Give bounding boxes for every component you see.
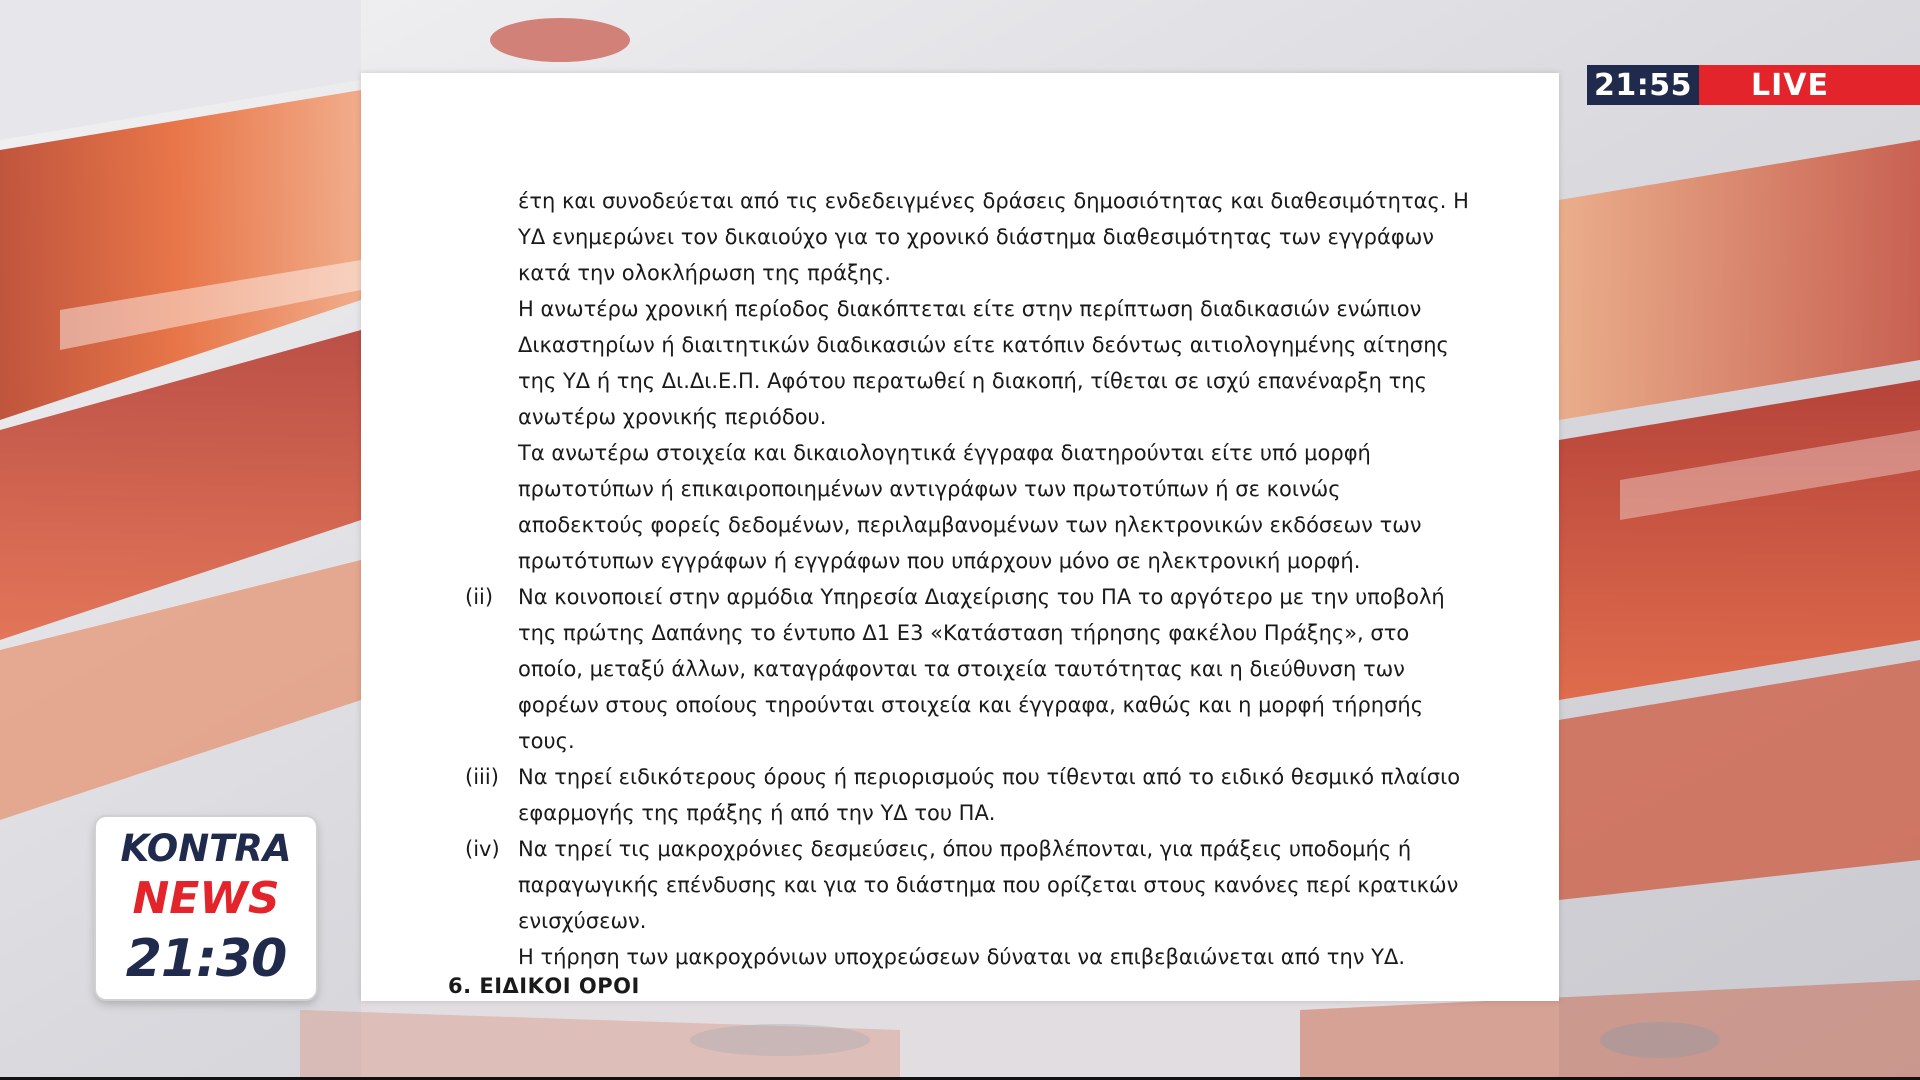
document-line: Δικαστηρίων ή διαιτητικών διαδικασιών είτε κατόπιν δεόντως αιτιολογημένης αίτησης (518, 333, 1449, 357)
live-label: LIVE (1699, 65, 1920, 105)
section-heading: 6. ΕΙΔΙΚΟΙ ΟΡΟΙ (448, 974, 640, 998)
list-marker-iii: (iii) (465, 765, 499, 789)
document-line: Η ανωτέρω χρονική περίοδος διακόπτεται είτε στην περίπτωση διαδικασιών ενώπιον (518, 297, 1422, 321)
document-body (361, 73, 1559, 1001)
document-line: ανωτέρω χρονικής περιόδου. (518, 405, 827, 429)
document-line: αποδεκτούς φορείς δεδομένων, περιλαμβανομένων των ηλεκτρονικών εκδόσεων των (518, 513, 1422, 537)
logo-news-text: NEWS (132, 873, 280, 924)
logo-kontra-text: KONTRA (120, 827, 292, 870)
document-line: πρωτοτύπων ή επικαιροποιημένων αντιγράφων των πρωτοτύπων ή σε κοινώς (518, 477, 1341, 501)
document-line: Να τηρεί ειδικότερους όρους ή περιορισμούς που τίθενται από το ειδικό θεσμικό πλαίσιο (518, 765, 1461, 789)
document-line: της ΥΔ ή της Δι.Δι.Ε.Π. Αφότου περατωθεί η διακοπή, τίθεται σε ισχύ επανέναρξη της (518, 369, 1427, 393)
clock-live-badge (1587, 65, 1920, 105)
list-marker-ii: (ii) (465, 585, 494, 609)
document-line: της πρώτης Δαπάνης το έντυπο Δ1 Ε3 «Κατάσταση τήρησης φακέλου Πράξης», στο (518, 621, 1410, 645)
document-line: έτη και συνοδεύεται από τις ενδεδειγμένες δράσεις δημοσιότητας και διαθεσιμότητας. Η (518, 189, 1469, 213)
document-line: Να τηρεί τις μακροχρόνιες δεσμεύσεις, όπου προβλέπονται, για πράξεις υποδομής ή (518, 837, 1412, 861)
document-line: ΥΔ ενημερώνει τον δικαιούχο για το χρονικό διάστημα διαθεσιμότητας των εγγράφων (518, 225, 1435, 249)
document-line: Να κοινοποιεί στην αρμόδια Υπηρεσία Διαχείρισης του ΠΑ το αργότερο με την υποβολή (518, 585, 1445, 609)
channel-logo (96, 817, 316, 999)
list-marker-iv: (iv) (465, 837, 500, 861)
clock-time: 21:55 (1587, 65, 1699, 105)
document-line: ενισχύσεων. (518, 909, 647, 933)
document-line: παραγωγικής επένδυσης και για το διάστημα που ορίζεται στους κανόνες περί κρατικών (518, 873, 1459, 897)
document-line: τους. (518, 729, 575, 753)
document-line: φορέων στους οποίους τηρούνται στοιχεία και έγγραφα, καθώς και η μορφή τήρησής (518, 693, 1424, 717)
document-line: πρωτότυπων εγγράφων ή εγγράφων που υπάρχουν μόνο σε ηλεκτρονική μορφή. (518, 549, 1361, 573)
document-line: κατά την ολοκλήρωση της πράξης. (518, 261, 891, 285)
logo-time-text: 21:30 (125, 929, 287, 989)
document-line: εφαρμογής της πράξης ή από την ΥΔ του ΠΑ. (518, 801, 996, 825)
document-line: Η τήρηση των μακροχρόνιων υποχρεώσεων δύναται να επιβεβαιώνεται από την ΥΔ. (518, 945, 1406, 969)
document-line: οποίο, μεταξύ άλλων, καταγράφονται τα στοιχεία ταυτότητας και η διεύθυνση των (518, 657, 1405, 681)
document-line: Τα ανωτέρω στοιχεία και δικαιολογητικά έγγραφα διατηρούνται είτε υπό μορφή (518, 441, 1371, 465)
document-panel (361, 73, 1559, 1001)
